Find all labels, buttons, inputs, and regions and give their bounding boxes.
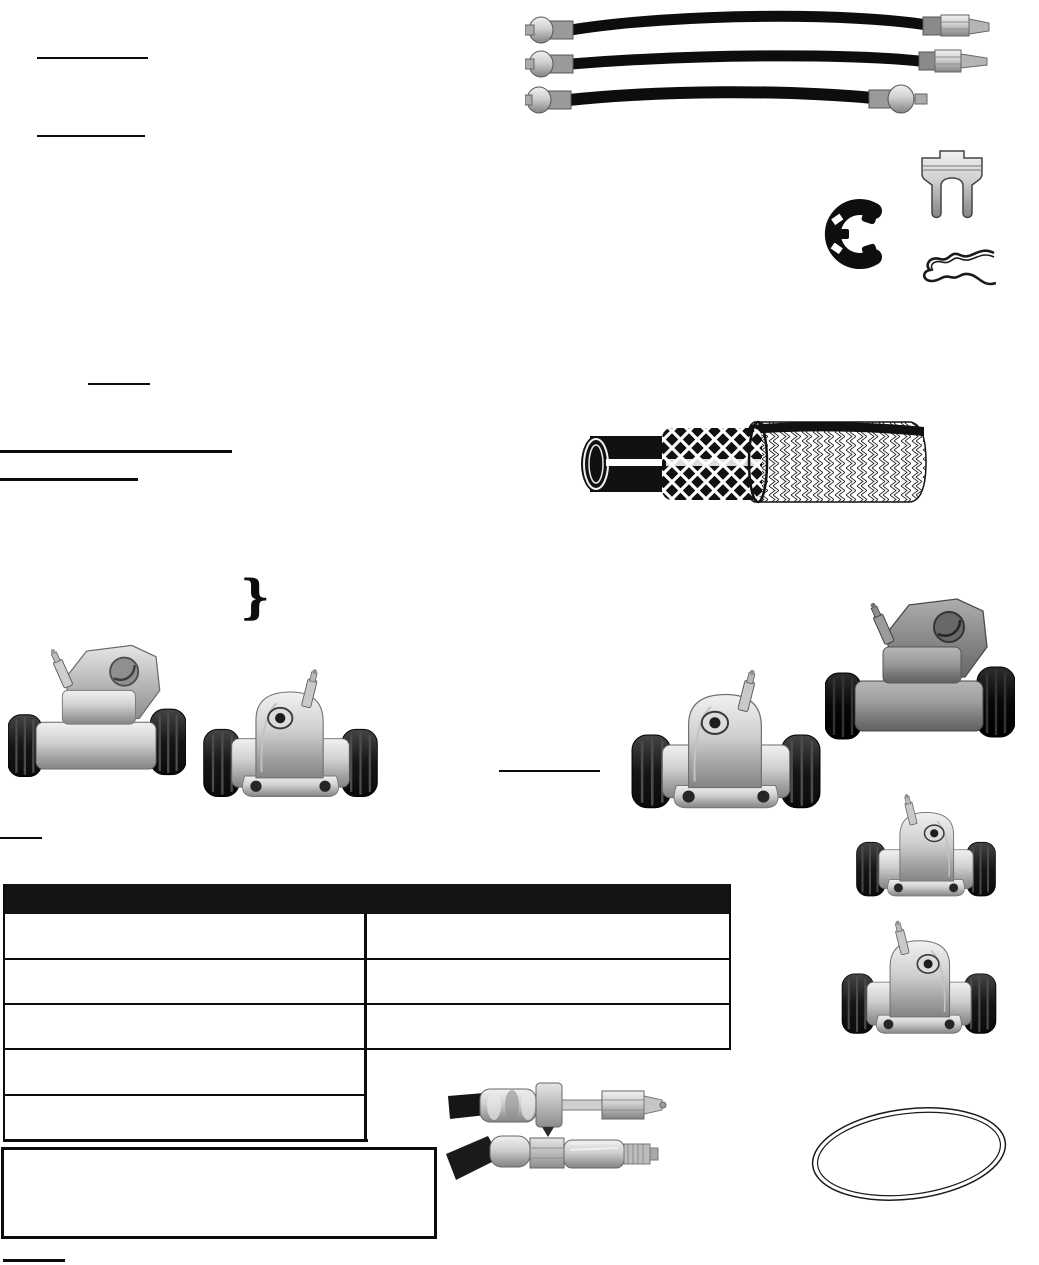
footer-underline (3, 1259, 65, 1262)
wheel-cylinder-front-small-photo (198, 664, 383, 804)
hairpin-clip-photo (916, 243, 996, 293)
e-clip-photo (824, 194, 886, 274)
hose1-left-fitting (525, 17, 573, 43)
hose3-left-fitting (525, 87, 571, 113)
table-left-border (3, 884, 5, 1141)
heavy-underline-4 (0, 450, 232, 453)
table-hline-3 (3, 1048, 731, 1050)
inline-underline-7 (0, 837, 42, 839)
inline-underline-6 (499, 770, 600, 772)
heavy-underline-5 (0, 478, 138, 481)
wheel-cylinder-rear-small-photo (8, 626, 186, 796)
table-hline-4 (3, 1094, 366, 1096)
hose2-right-fitting (919, 50, 987, 72)
o-ring-drawing (806, 1100, 1012, 1208)
braided-hose-cutaway (570, 414, 930, 510)
table-column-divider (364, 914, 367, 1141)
hose-lock-clip-photo (916, 148, 988, 226)
wheel-cylinder-rear-large-photo (825, 583, 1015, 755)
table-header-bar (3, 884, 731, 914)
table-hline-1 (3, 958, 731, 960)
heading-underline-1 (37, 57, 148, 59)
table-hline-2 (3, 1003, 731, 1005)
inline-underline-3 (88, 383, 150, 385)
wheel-cylinder-mid-right-photo (838, 790, 1014, 902)
brace-glyph: } (240, 570, 271, 625)
heading-underline-2 (37, 135, 145, 137)
table-bottom-line (3, 1139, 368, 1142)
table-right-border (729, 884, 731, 1050)
hose2-left-fitting (525, 51, 573, 77)
note-box (1, 1147, 437, 1239)
hose1-right-fitting (923, 15, 989, 36)
hose-fitting-bottom-photo (446, 1128, 668, 1186)
brake-hoses-photo (525, 4, 995, 116)
wheel-cylinder-low-right-photo (827, 916, 1011, 1040)
hose3-right-fitting (869, 85, 927, 113)
wheel-cylinder-front-right-photo (630, 664, 822, 816)
